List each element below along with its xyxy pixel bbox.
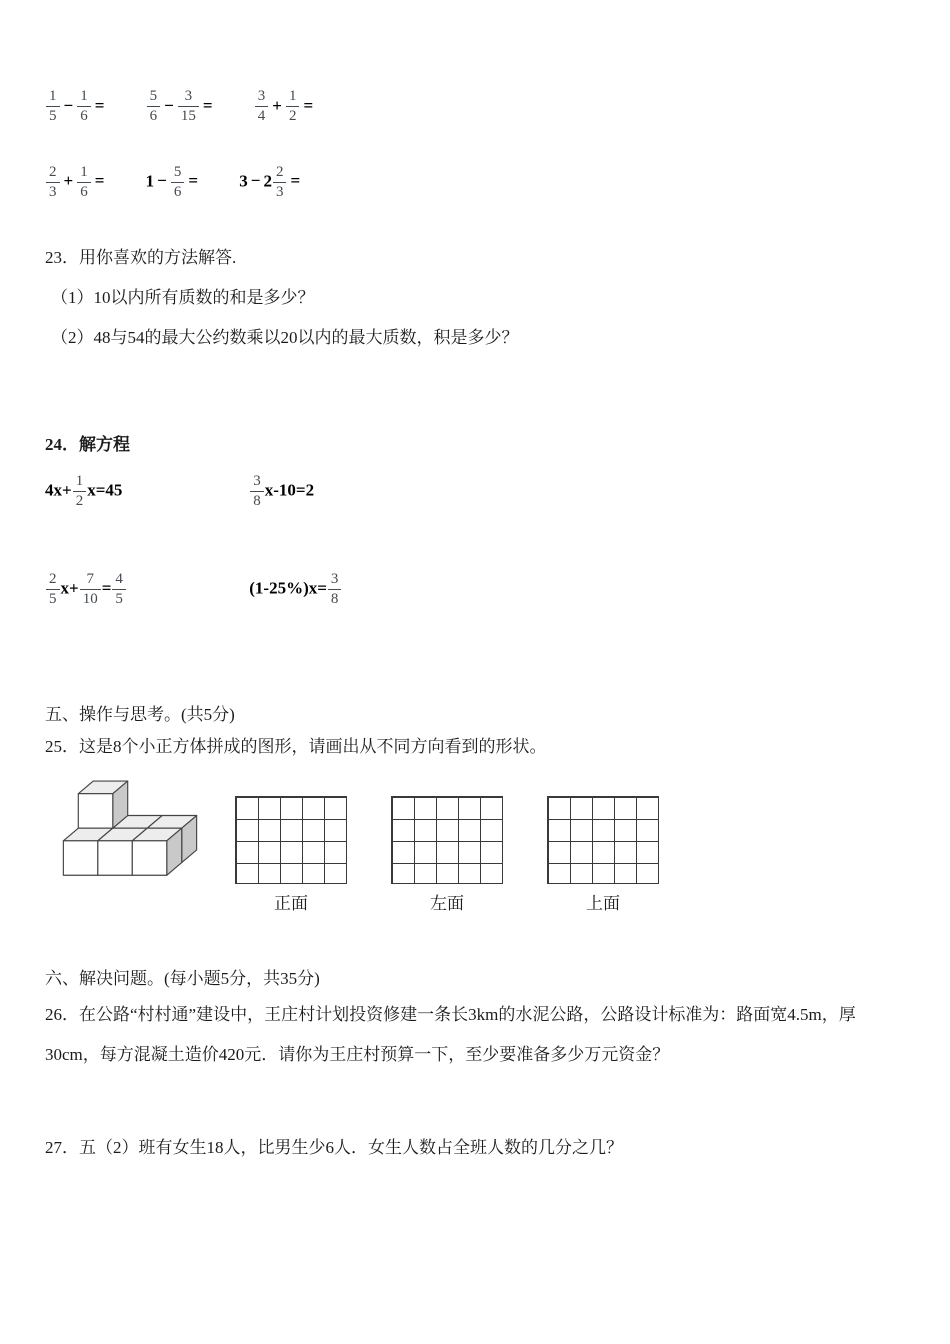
operator: − [157, 171, 167, 191]
fraction-expression-6 [239, 164, 303, 202]
fraction: $\frac{1}{2}$ [286, 88, 300, 126]
equation-4: (1-25%)x= $\frac{3}{8}$ [249, 571, 342, 609]
projection-label-front: 正面 [274, 894, 308, 913]
question-26-text: 26．在公路“村村通”建设中，王庄村计划投资修建一条长3km的水泥公路，公路设计标准为：路面宽4.5m，厚30cm，每方混凝土造价420元．请你为王庄村预算一下，至少要准备多少万元资金？ [45, 1005, 856, 1064]
question-27-text: 27．五（2）班有女生18人，比男生少6人．女生人数占全班人数的几分之几？ [45, 1137, 623, 1157]
integer-term: 3 [239, 171, 248, 191]
calc-row-2 [45, 164, 910, 202]
equals-sign: = [303, 95, 314, 115]
question-23-part-2: （2）48与54的最大公约数乘以20以内的最大质数，积是多少？ [51, 328, 519, 347]
cube-figure-svg [55, 773, 205, 881]
question-24-title: 24．解方程 [45, 435, 130, 454]
question-25-figure-row [55, 773, 910, 914]
fraction: $\frac{2}{5}$ [46, 571, 60, 609]
projection-grid-top [547, 796, 659, 884]
equals-sign: = [202, 95, 213, 115]
fraction: $\frac{1}{2}$ [73, 473, 87, 511]
equation-row-2 [45, 571, 910, 609]
fraction: $\frac{4}{5}$ [112, 571, 126, 609]
fraction: $\frac{3}{8}$ [328, 571, 342, 609]
integer-term: 1 [145, 171, 155, 191]
fraction-expression-4 [45, 164, 107, 202]
fraction: $\frac{7}{10}$ [80, 571, 101, 609]
fraction: $\frac{1}{6}$ [77, 88, 91, 126]
fraction-expression-5 [146, 164, 201, 202]
fraction-expression-3 [254, 88, 316, 126]
equals-sign: = [94, 171, 105, 191]
operator: − [63, 95, 74, 115]
projection-label-left: 左面 [430, 894, 464, 913]
calc-row-1 [45, 88, 910, 126]
equation-row-1 [45, 473, 910, 511]
equation-1: 4x+ $\frac{1}{2}$ x=45 [45, 473, 123, 510]
projection-group-left [391, 796, 503, 914]
equation-3: $\frac{2}{5}$ x+ $\frac{7}{10}$ = $\frac{4}{5}$ [45, 571, 245, 609]
fraction: $\frac{5}{6}$ [171, 164, 185, 202]
fraction: $\frac{1}{5}$ [46, 88, 60, 126]
equals-sign: = [94, 95, 105, 115]
question-25-text: 25．这是8个小正方体拼成的图形，请画出从不同方向看到的形状。 [45, 737, 547, 756]
cube-figure [55, 773, 205, 886]
question-23-part-1: （1）10以内所有质数的和是多少？ [51, 288, 315, 307]
mixed-number-whole: 2 [263, 171, 272, 191]
fraction: $\frac{3}{15}$ [178, 88, 199, 126]
equals-sign: = [188, 171, 198, 191]
fraction: $\frac{2}{3}$ [46, 164, 60, 202]
question-23-title: 23．用你喜欢的方法解答. [45, 248, 237, 267]
operator: − [250, 171, 261, 191]
equals-sign: = [290, 171, 301, 191]
section-6-title: 六、解决问题。(每小题5分，共35分) [45, 969, 320, 988]
fraction-expression-2 [146, 88, 216, 126]
projection-grid-front [235, 796, 347, 884]
fraction: $\frac{2}{3}$ [273, 164, 287, 202]
equation-2: $\frac{3}{8}$ x-10=2 [249, 473, 314, 511]
fraction: $\frac{3}{4}$ [255, 88, 269, 126]
operator: − [164, 95, 174, 115]
projection-group-top [547, 796, 659, 914]
fraction: $\frac{3}{8}$ [250, 473, 264, 511]
section-5-title: 五、操作与思考。(共5分) [45, 705, 235, 724]
fraction: $\frac{5}{6}$ [147, 88, 161, 126]
projection-group-front [235, 796, 347, 914]
fraction-expression-1 [45, 88, 107, 126]
projection-grid-left [391, 796, 503, 884]
operator: + [272, 95, 282, 115]
operator: + [63, 171, 74, 191]
projection-label-top: 上面 [586, 894, 620, 913]
fraction: $\frac{1}{6}$ [77, 164, 91, 202]
